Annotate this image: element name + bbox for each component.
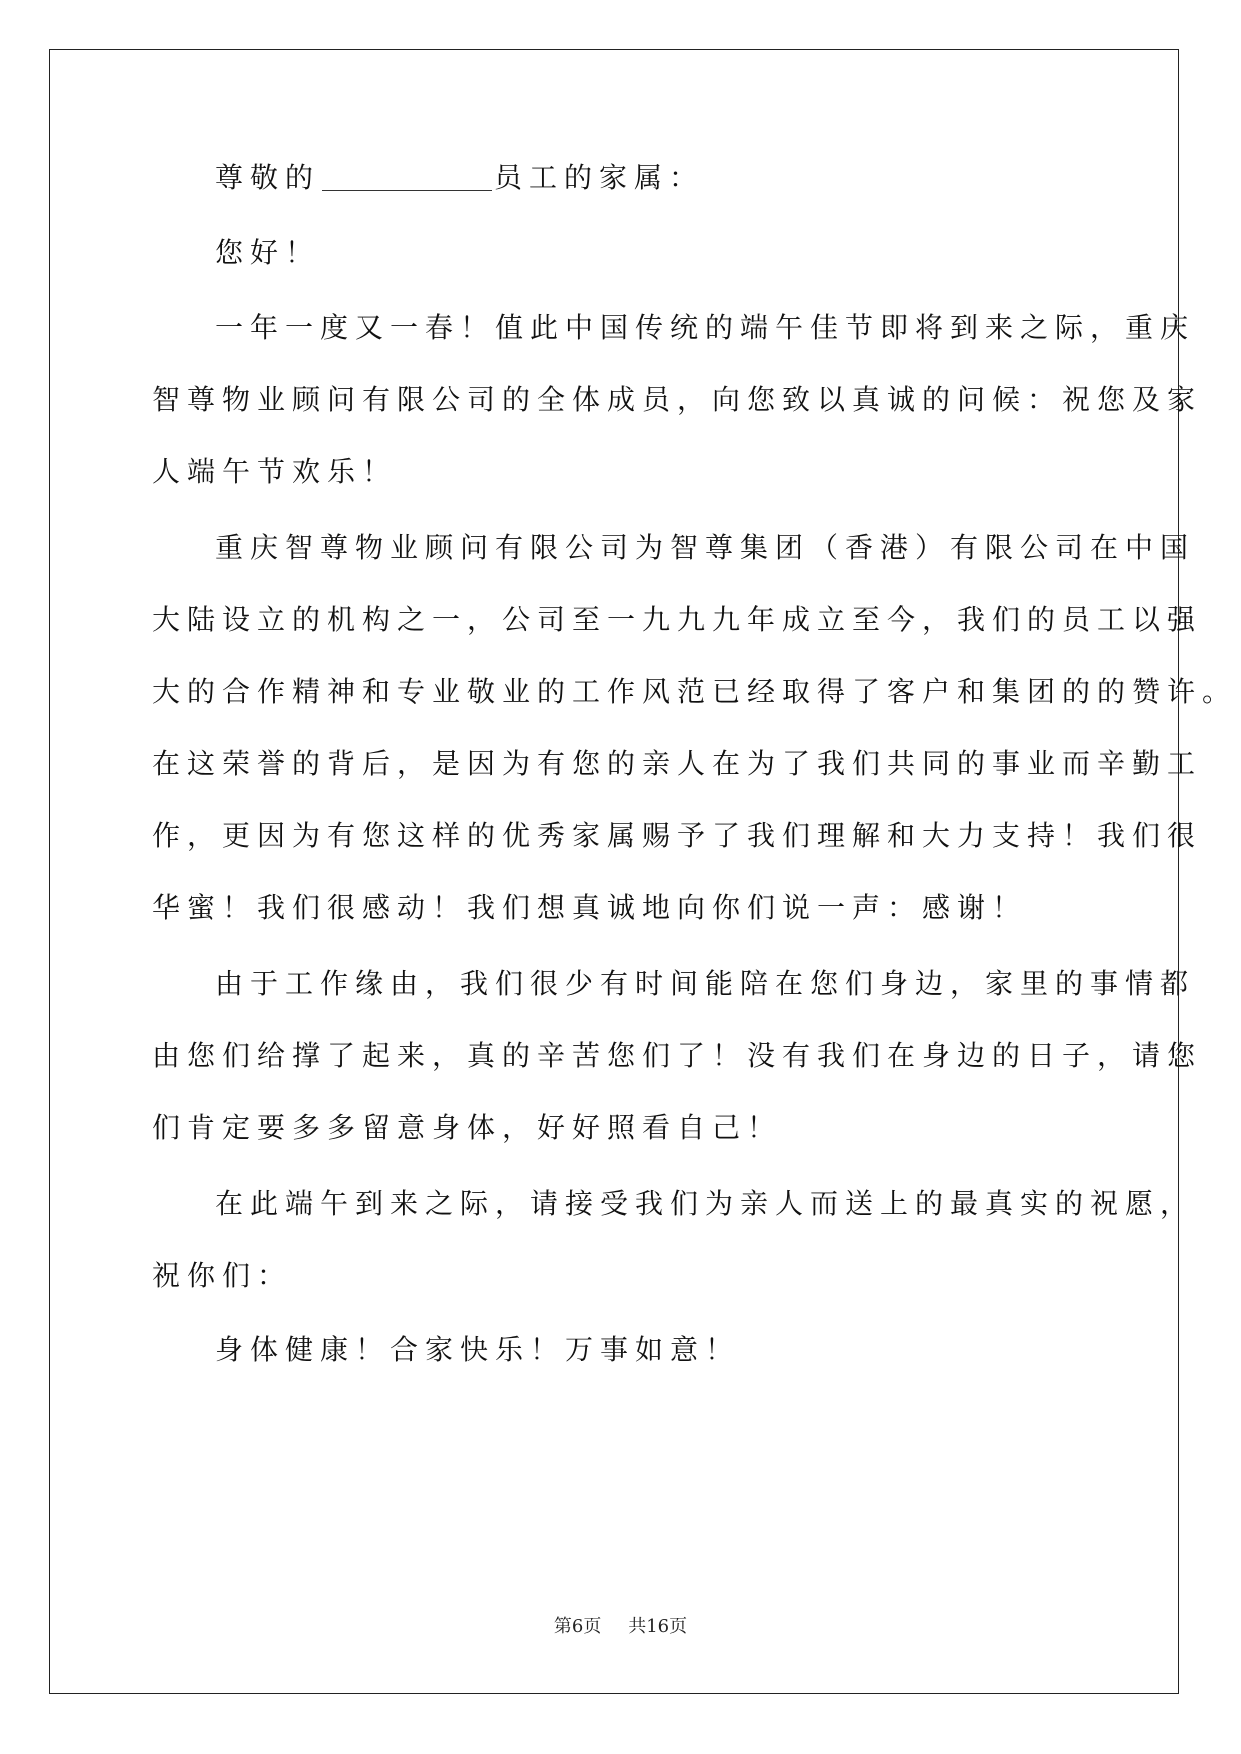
page-number: 第6页: [553, 1616, 602, 1637]
paragraph-4-line-2: 祝你们：: [152, 1259, 293, 1292]
paragraph-2-line-1: 重庆智尊物业顾问有限公司为智尊集团（香港）有限公司在中国: [215, 531, 1196, 564]
greeting: 您好！: [215, 236, 321, 269]
paragraph-2-line-6: 华蜜！我们很感动！我们想真诚地向你们说一声：感谢！: [152, 891, 1028, 924]
salutation-suffix: 员工的家属：: [494, 161, 705, 194]
paragraph-1-line-3: 人端午节欢乐！: [152, 455, 398, 488]
paragraph-2-line-2: 大陆设立的机构之一，公司至一九九九年成立至今，我们的员工以强: [152, 603, 1203, 636]
paragraph-1-line-1: 一年一度又一春！值此中国传统的端午佳节即将到来之际，重庆: [215, 311, 1196, 344]
paragraph-2-line-3: 大的合作精神和专业敬业的工作风范已经取得了客户和集团的的赞许。: [152, 675, 1238, 708]
paragraph-3-line-1: 由于工作缘由，我们很少有时间能陪在您们身边，家里的事情都: [215, 967, 1196, 1000]
paragraph-3-line-3: 们肯定要多多留意身体，好好照看自己！: [152, 1111, 783, 1144]
page-total: 共16页: [628, 1616, 688, 1637]
paragraph-1-line-2: 智尊物业顾问有限公司的全体成员，向您致以真诚的问候：祝您及家: [152, 383, 1203, 416]
page-border: [49, 49, 1179, 1694]
paragraph-2-line-5: 作，更因为有您这样的优秀家属赐予了我们理解和大力支持！我们很: [152, 819, 1203, 852]
paragraph-4-line-1: 在此端午到来之际，请接受我们为亲人而送上的最真实的祝愿，: [215, 1187, 1196, 1220]
salutation-prefix: 尊敬的: [215, 161, 321, 194]
paragraph-2-line-4: 在这荣誉的背后，是因为有您的亲人在为了我们共同的事业而辛勤工: [152, 747, 1203, 780]
page-footer: [0, 1612, 1241, 1638]
paragraph-3-line-2: 由您们给撑了起来，真的辛苦您们了！没有我们在身边的日子，请您: [152, 1039, 1203, 1072]
salutation: [215, 158, 704, 198]
closing-wishes: 身体健康！合家快乐！万事如意！: [215, 1333, 741, 1366]
name-blank: [322, 162, 492, 191]
